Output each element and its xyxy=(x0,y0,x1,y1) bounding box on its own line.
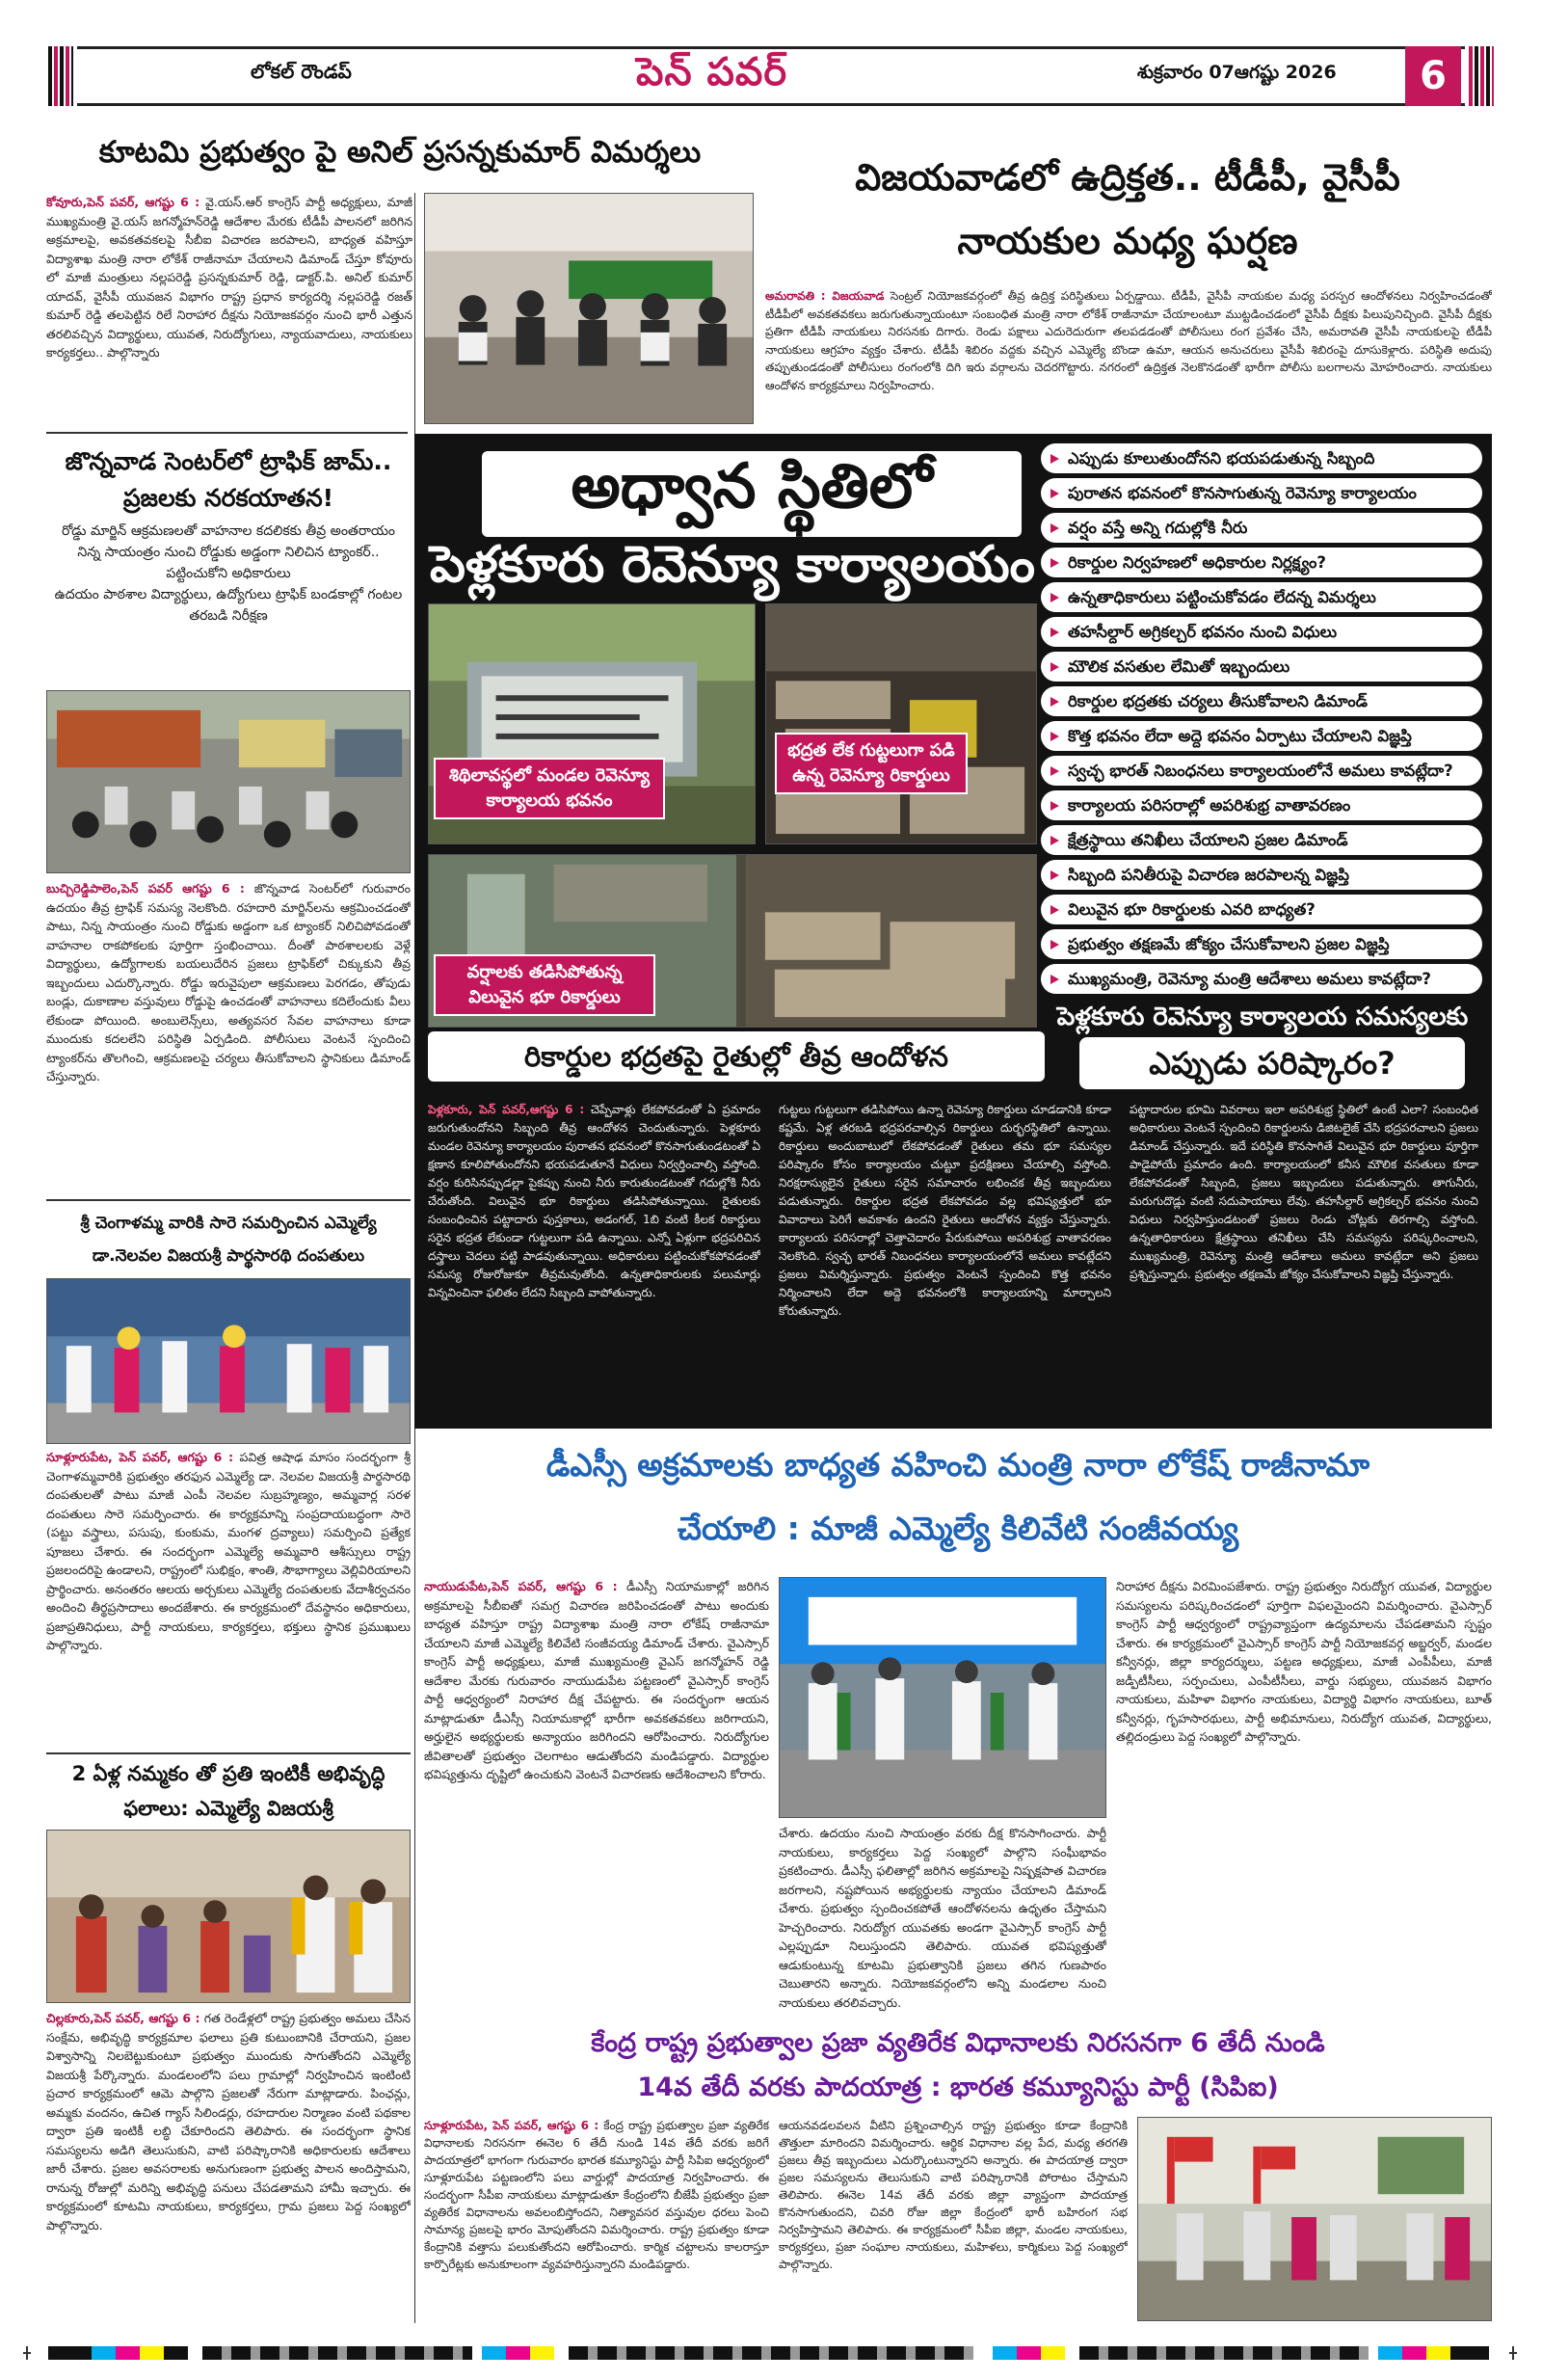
dateline: సూళ్లూరుపేట, పెన్ పవర్, ఆగష్టు 6 : xyxy=(46,1450,234,1464)
article-body: వై.యస్.ఆర్ కాంగ్రెస్ పార్టీ అధ్యక్షులు, మాజీ ముఖ్యమంత్రి వై.యస్ జగన్మోహన్‌రెడ్డి ఆదేశాల మేరకు టీడీపీ పాలనలో జరిగిన అక్రమాలపై, అవకతవకలపై సీబీఐ విచారణ జరపాలని, బాధ్యత వహిస్తూ విద్యాశాఖ మంత్రి నారా లోకేశ్ రాజీనామా చేయాలని డిమాండ్ చేస్తూ కోవూరు లో మాజీ మంత్రులు నల్లపరెడ్డి ప్రసన్నకుమార్ రెడ్డి, డాక్టర్.పి. అనిల్ కుమార్ యాదవ్, వైసీపీ యువజన విభాగం రాష్ట్ర ప్రధాన కార్యదర్శి నల్లపరెడ్డి రజత్ కుమార్ రెడ్డి తలపెట్టిన రిలే నిరాహార దీక్షను నియోజకవర్గం నుంచి భారీ ఎత్తున తరలివచ్చిన విద్యార్థులు, యువత, నిరుద్యోగులు, న్యాయవాదులు, నాయకులు కార్యకర్తలు.. పాల్గొన్నారు xyxy=(46,195,412,360)
feature-column-3: పట్టాదారుల భూమి వివరాలు ఇలా అపరిశుభ్ర స్థితిలో ఉంటే ఎలా? సంబంధిత అధికారులు వెంటనే స్పందించి రికార్డులను డిజిటలైజ్ చేసి భద్రపరచాలని ప్రజలు డిమాండ్ చేస్తున్నారు. ఇదే పరిస్థితి కొనసాగితే విలువైన భూ రికార్డులు పూర్తిగా పాడైపోయే ప్రమాదం ఉంది. కార్యాలయంలో కనీస మౌలిక వసతులు కూడా లేకపోవడంతో సిబ్బంది, ప్రజలు ఇబ్బందులు పడుతున్నారు. తాగునీరు, మరుగుదొడ్లు వంటి సదుపాయాలు లేవు. తహసీల్దార్ అగ్రికల్చర్ భవనం నుంచి విధులు నిర్వహిస్తుండటంతో ప్రజలు రెండు చోట్లకు తిరగాల్సి వస్తోంది. ఉన్నతాధికారులు క్షేత్రస్థాయి తనిఖీలు చేసి సమస్యను పరిష్కరించాలని, ముఖ్యమంత్రి, రెవెన్యూ మంత్రి ఆదేశాలు అమలు కావట్లేదా అని ప్రజలు ప్రశ్నిస్తున్నారు. ప్రభుత్వం తక్షణమే జోక్యం చేసుకోవాలని విజ్ఞప్తి చేస్తున్నారు. xyxy=(1130,1103,1478,1281)
article-vijayasri xyxy=(46,2009,411,2325)
registration-swatch xyxy=(116,2346,140,2360)
feature-column-2: గుట్టలు గుట్టలుగా తడిసిపోయి ఉన్నా రెవెన్యూ రికార్డులు చూడడానికి కూడా కష్టమే. ఏళ్ల తరబడి భద్రపరచాల్సిన రికార్డులు దుర్భరస్థితిలో ఉన్నాయి. రికార్డులు అందుబాటులో లేకపోవడంతో రైతులు తమ భూ సమస్యల పరిష్కారం కోసం కార్యాలయం చుట్టూ ప్రదక్షిణలు చేయాల్సి వస్తోంది. నిరక్షరాస్యులైన రైతులు సరైన సమాచారం లభించక తీవ్ర ఇబ్బందులు పడుతున్నారు. రికార్డుల భద్రత లేకపోవడం వల్ల భవిష్యత్తులో భూ వివాదాలు పెరిగే అవకాశం ఉందని రైతులు ఆందోళన వ్యక్తం చేస్తున్నారు. కార్యాలయ పరిసరాల్లో చెత్తాచెదారం పేరుకుపోయి అపరిశుభ్ర వాతావరణం నెలకొంది. స్వచ్ఛ భారత్ నిబంధనలు కార్యాలయంలోనే అమలు కావట్లేదని ప్రజలు విమర్శిస్తున్నారు. ప్రభుత్వం వెంటనే స్పందించి కొత్త భవనం నిర్మించాలని లేదా అద్దె భవనంలోకి కార్యాలయాన్ని మార్చాలని కోరుతున్నారు. xyxy=(779,1103,1111,1318)
headline-vijayawada-line2: నాయకుల మధ్య ఘర్షణ xyxy=(957,220,1298,262)
registration-swatch xyxy=(506,2346,530,2360)
callout-building: శిథిలావస్థలో మండల రెవెన్యూ కార్యాలయ భవనం xyxy=(434,758,665,819)
registration-swatch xyxy=(1426,2346,1450,2360)
article-chengalamma xyxy=(46,1448,411,1749)
section-label: లోకల్ రౌండప్ xyxy=(251,60,352,83)
issue-date: శుక్రవారం 07ఆగష్టు 2026 xyxy=(1137,62,1337,83)
photo-ysrcp-protest-image xyxy=(780,1578,1105,1817)
photo-records-heap-image xyxy=(766,604,1036,843)
photo-cpi-padayatra xyxy=(1137,2117,1492,2321)
photo-campaign-image xyxy=(47,1831,410,2002)
headline-vijayawada-line1: విజయవాడలో ఉద్రిక్తత.. టీడీపీ, వైసీపీ xyxy=(855,156,1400,199)
registration-bar-left xyxy=(48,46,73,106)
crosshair-mark xyxy=(26,2346,28,2360)
feature-point: ప్రభుత్వం తక్షణమే జోక్యం చేసుకోవాలని ప్రజల విజ్ఞప్తి xyxy=(1041,929,1482,959)
article-dsc-col2: చేశారు. ఉదయం నుంచి సాయంత్రం వరకు దీక్ష కొనసాగించారు. పార్టీ నాయకులు, కార్యకర్తలు పెద్ద సంఖ్యలో పాల్గొని సంఘీభావం ప్రకటించారు. డీఎస్సీ ఫలితాల్లో జరిగిన అక్రమాలపై నిష్పక్షపాత విచారణ జరగాలని, నష్టపోయిన అభ్యర్థులకు న్యాయం చేయాలని డిమాండ్ చేశారు. ప్రభుత్వం స్పందించకపోతే ఆందోళనలను ఉధృతం చేస్తామని హెచ్చరించారు. నిరుద్యోగ యువతకు అండగా వైఎస్సార్ కాంగ్రెస్ పార్టీ ఎల్లప్పుడూ నిలుస్తుందని తెలిపారు. యువత భవిష్యత్తుతో ఆడుకుంటున్న కూటమి ప్రభుత్వానికి ప్రజలు తగిన గుణపాఠం చెబుతారని అన్నారు. నియోజకవర్గంలోని అన్ని మండలాల నుంచి నాయకులు తరలివచ్చారు. xyxy=(779,1826,1106,2010)
article-body: డీఎస్సీ నియామకాల్లో జరిగిన అక్రమాలపై సీబీఐతో సమగ్ర విచారణ జరిపించడంతో పాటు అందుకు బాధ్యత వహిస్తూ రాష్ట్ర విద్యాశాఖ మంత్రి నారా లోకేష్ రాజీనామా చేయాలని మాజీ ఎమ్మెల్యే కిలివేటి సంజీవయ్య డిమాండ్ చేశారు. వైఎస్సార్ కాంగ్రెస్ పార్టీ అధ్యక్షులు, మాజీ ముఖ్యమంత్రి వైఎస్ జగన్మోహన్ రెడ్డి ఆదేశాల మేరకు గురువారం నాయుడుపేట పట్టణంలో వైఎస్సార్ కాంగ్రెస్ పార్టీ ఆధ్వర్యంలో నిరాహార దీక్ష చేపట్టారు. ఈ సందర్భంగా ఆయన మాట్లాడుతూ డీఎస్సీ నియామకాల్లో భారీగా అవకతవకలు జరిగాయని, అర్హులైన అభ్యర్థులకు అన్యాయం జరిగిందని ఆరోపించారు. నిరుద్యోగుల జీవితాలతో ప్రభుత్వం చెలగాటం ఆడుతోందని మండిపడ్డారు. విద్యార్థుల భవిష్యత్తును దృష్టిలో ఉంచుకుని వెంటనే విచారణకు ఆదేశించాలని కోరారు. xyxy=(424,1579,769,1781)
registration-bar-right xyxy=(1469,46,1494,106)
feature-point: ఎప్పుడు కూలుతుందోనని భయపడుతున్న సిబ్బంది xyxy=(1041,443,1482,473)
dateline: నాయుడుపేట,పెన్ పవర్, ఆగష్టు 6 : xyxy=(424,1579,618,1593)
headline-vijayasri: 2 ఏళ్ల నమ్మకం తో ప్రతి ఇంటికీ అభివృద్ధి ఫలాలు: ఎమ్మెల్యే విజయశ్రీ xyxy=(71,1762,386,1820)
photo-campaign xyxy=(46,1830,411,2003)
feature-bottom-banner: రికార్డుల భద్రతపై రైతుల్లో తీవ్ర ఆందోళన xyxy=(428,1031,1045,1082)
photo-traffic-jam-image xyxy=(47,691,410,872)
photo-hunger-strike-image xyxy=(425,194,753,423)
registration-strip xyxy=(202,2346,472,2360)
headline-jonnawada: జొన్నవాడ సెంటర్‌లో ట్రాఫిక్ జామ్.. ప్రజలకు నరకయాతన! xyxy=(65,447,392,512)
article-dsc-col3: నిరాహార దీక్షను విరమింపజేశారు. రాష్ట్ర ప్రభుత్వం నిరుద్యోగ యువత, విద్యార్థుల సమస్యలను పరిష్కరించడంలో పూర్తిగా విఫలమైందని విమర్శించారు. వైఎస్సార్ కాంగ్రెస్ పార్టీ ఆధ్వర్యంలో రాష్ట్రవ్యాప్తంగా ఉద్యమాలను చేపడతామని స్పష్టం చేశారు. ఈ కార్యక్రమంలో వైఎస్సార్ కాంగ్రెస్ పార్టీ నియోజకవర్గ అబ్జర్వర్, మండల కన్వీనర్లు, జిల్లా కార్యదర్శులు, పట్టణ అధ్యక్షులు, మాజీ ఎంపీపీలు, మాజీ జడ్పీటీసీలు, సర్పంచులు, ఎంపీటీసీలు, వార్డు సభ్యులు, యువజన విభాగం నాయకులు, మహిళా విభాగం నాయకులు, విద్యార్థి విభాగం నాయకులు, బూత్ కన్వీనర్లు, గృహసారథులు, పార్టీ అభిమానులు, నిరుద్యోగ యువత, విద్యార్థులు, తల్లిదండ్రులు పెద్ద సంఖ్యలో పాల్గొన్నారు. xyxy=(1116,1579,1492,1744)
article-body: గత రెండేళ్లలో రాష్ట్ర ప్రభుత్వం అమలు చేసిన సంక్షేమ, అభివృద్ధి కార్యక్రమాల ఫలాలు ప్రతి కుటుంబానికి చేరాయని, ప్రజల విశ్వాసాన్ని నిలబెట్టుకుంటూ ప్రభుత్వం ముందుకు సాగుతోందని ఎమ్మెల్యే విజయశ్రీ పేర్కొన్నారు. మండలంలోని పలు గ్రామాల్లో నిర్వహించిన ఇంటింటి ప్రచార కార్యక్రమంలో ఆమె పాల్గొని ప్రజలతో నేరుగా మాట్లాడారు. పింఛన్లు, అమ్మకు వందనం, ఉచిత గ్యాస్ సిలిండర్లు, రహదారుల నిర్మాణం వంటి పథకాల ద్వారా ప్రతి ఇంటికీ లబ్ధి చేకూరిందని తెలిపారు. ఈ సందర్భంగా స్థానిక సమస్యలను అడిగి తెలుసుకుని, వాటి పరిష్కారానికి అధికారులకు ఆదేశాలు జారీ చేశారు. ప్రజల అవసరాలకు అనుగుణంగా ప్రభుత్వ పాలన అందిస్తామని, రానున్న రోజుల్లో మరిన్ని అభివృద్ధి పనులు చేపడతామని హామీ ఇచ్చారు. ఈ కార్యక్రమంలో కూటమి నాయకులు, కార్యకర్తలు, గ్రామ ప్రజలు పెద్ద సంఖ్యలో పాల్గొన్నారు. xyxy=(46,2011,411,2233)
article-body: పవిత్ర ఆషాఢ మాసం సందర్భంగా శ్రీ చెంగాళమ్మవారికి ప్రభుత్వం తరఫున ఎమ్మెల్యే డా. నెలవల విజయశ్రీ పార్థసారథి దంపతులతో పాటు మాజీ ఎంపీ నెలవల సుబ్రహ్మణ్యం, అమ్మవార్ల సరళ దంపతులు సారె సమర్పించారు. ఈ కార్యక్రమాన్ని సంప్రదాయబద్ధంగా సారె (పట్టు వస్త్రాలు, పసుపు, కుంకుమ, మంగళ ద్రవ్యాలు) సమర్పించి ప్రత్యేక పూజలు చేశారు. ఈ సందర్భంగా ఎమ్మెల్యే అమ్మవారి ఆశీస్సులు రాష్ట్ర ప్రజలందరిపై ఉండాలని, రాష్ట్రంలో సుభిక్షం, శాంతి, సౌభాగ్యాలు వెల్లివిరియాలని ప్రార్థించారు. అనంతరం ఆలయ అర్చకులు ఎమ్మెల్యే దంపతులకు వేదాశీర్వచనం అందించి తీర్థప్రసాదాలు అందజేశారు. ఈ కార్యక్రమంలో దేవస్థానం అధికారులు, ప్రజాప్రతినిధులు, పార్టీ నాయకులు, కార్యకర్తలు, భక్తులు స్థానిక ప్రముఖులు పాల్గొన్నారు. xyxy=(46,1450,411,1652)
article-body: సెంట్రల్ నియోజకవర్గంలో తీవ్ర ఉద్రిక్త పరిస్థితులు ఏర్పడ్డాయి. టీడీపీ, వైసీపీ నాయకుల మధ్య పరస్పర ఆందోళనలు నిర్వహించడంతో టీడీపీలో అవకతవకలు జరుగుతున్నాయంటూ సంబంధిత మంత్రి నారా లోకేశ్ రాజీనామా చేయాలంటూ ముట్టడించడంలో వైసీపీ దీక్షకు పిలుపునిచ్చింది. వైసీపీ దీక్షకు ప్రతిగా టీడీపీ నాయకులు నిరసనకు దిగారు. రెండు పక్షాలు ఎదురెదురుగా తలపడడంతో పోలీసులు రంగ ప్రవేశం చేసి, అమరావతి వైసీపీ నాయకులపై టీడీపీ నాయకులు ఆగ్రహం వ్యక్తం చేశారు. టీడీపీ శిబిరం వద్దకు వచ్చిన ఎమ్మెల్యే బొండా ఉమా, ఆయన అనుచరులు వైసీపీ శిబిరంపై దూసుకెళ్లారు. పరిస్థితి అదుపు తప్పుతుండడంతో పోలీసులు రంగంలోకి దిగి ఇరు వర్గాలను చెదరగొట్టారు. నగరంలో ఉద్రిక్తత నెలకొనడంతో భారీగా పోలీసు బలగాలను మోహరించారు. నాయకులు ఆందోళన కార్యక్రమాలు నిర్వహించారు. xyxy=(765,289,1492,392)
article-body: చెప్పేవాళ్లు లేకపోవడంతో ఏ ప్రమాదం జరుగుతుందోనని సిబ్బంది తీవ్ర ఆందోళన చెందుతున్నారు. పెళ్లకూరు మండల రెవెన్యూ కార్యాలయం పురాతన భవనంలో కొనసాగుతుండటంతో ఏ క్షణాన కూలిపోతుందోనని భయపడుతూనే విధులు నిర్వర్తించాల్సి వస్తోంది. వర్షం కురిసినప్పుడల్లా పైకప్పు నుంచి నీరు కారుతుండటంతో గదుల్లోకి నీరు చేరుతోంది. విలువైన భూ రికార్డులు తడిసిపోతున్నాయి. రైతులకు సంబంధించిన పట్టాదారు పుస్తకాలు, అడంగల్, 1బి వంటి కీలక రికార్డులు సరైన భద్రత లేకుండా గుట్టలుగా పడి ఉన్నాయి. ఎన్నో ఏళ్లుగా భద్రపరిచిన దస్త్రాలు చెదలు పట్టి పాడవుతున్నాయి. అధికారులు పట్టించుకోకపోవడంతో సమస్య రోజురోజుకూ తీవ్రమవుతోంది. ఉన్నతాధికారులకు పలుమార్లు విన్నవించినా ఫలితం లేదని సిబ్బంది వాపోతున్నారు. xyxy=(428,1103,760,1299)
divider xyxy=(46,432,408,434)
headline-dsc-line1: డీఎస్సీ అక్రమాలకు బాధ్యత వహించి మంత్రి నారా లోకేష్ రాజీనామా xyxy=(545,1446,1370,1484)
crosshair-mark xyxy=(1512,2346,1514,2360)
callout-rain: వర్షాలకు తడిసిపోతున్న విలువైన భూ రికార్డులు xyxy=(434,954,655,1016)
registration-swatch xyxy=(530,2346,554,2360)
masthead-rule-top xyxy=(77,46,1465,49)
feature-point: సిబ్బంది పనితీరుపై విచారణ జరపాలన్న విజ్ఞప్తి xyxy=(1041,860,1482,890)
masthead xyxy=(48,46,1494,114)
registration-swatch xyxy=(92,2346,116,2360)
feature-point: క్షేత్రస్థాయి తనిఖీలు చేయాలని ప్రజల డిమాండ్ xyxy=(1041,825,1482,855)
feature-point: కార్యాలయ పరిసరాల్లో అపరిశుభ్ర వాతావరణం xyxy=(1041,790,1482,820)
registration-swatch xyxy=(1450,2346,1489,2360)
feature-point: ఉన్నతాధికారులు పట్టించుకోవడం లేదన్న విమర్శలు xyxy=(1041,582,1482,612)
registration-strip xyxy=(569,2346,973,2360)
headline-chengalamma: శ్రీ చెంగాళమ్మ వారికి సారె సమర్పించిన ఎమ్మెల్యే డా.నెలవల విజయశ్రీ పార్థసారథి దంపతులు xyxy=(80,1214,377,1266)
callout-records: భద్రత లేక గుట్టలుగా పడి ఉన్న రెవెన్యూ రికార్డులు xyxy=(775,733,968,794)
deck-line: నిన్న సాయంత్రం నుంచి రోడ్డుకు అడ్డంగా నిలిచిన ట్యాంకర్.. పట్టించుకోని అధికారులు xyxy=(77,545,380,581)
feature-point: రికార్డుల నిర్వహణలో అధికారుల నిర్లక్ష్యం? xyxy=(1041,548,1482,577)
article-dsc-col1 xyxy=(424,1577,769,2020)
feature-point: స్వచ్ఛ భారత్ నిబంధనలు కార్యాలయంలోనే అమలు కావట్లేదా? xyxy=(1041,756,1482,786)
feature-question-line1: పెళ్లకూరు రెవెన్యూ కార్యాలయ సమస్యలకు xyxy=(1056,1003,1469,1031)
registration-strip xyxy=(1079,2346,1369,2360)
photo-hunger-strike xyxy=(424,193,754,424)
registration-swatch xyxy=(1402,2346,1426,2360)
headline-cpi-line1: కేంద్ర రాష్ట్ర ప్రభుత్వాల ప్రజా వ్యతిరేక విధానాలకు నిరసనగా 6 తేదీ నుండి xyxy=(591,2028,1325,2058)
deck-line: ఉదయం పాఠశాల విద్యార్థులు, ఉద్యోగులు ట్రాఫిక్ బండకాల్లో గంటల తరబడి నిరీక్షణ xyxy=(54,587,403,624)
deck-line: రోడ్డు మార్జిన్ ఆక్రమణలతో వాహనాల కదలికకు తీవ్ర అంతరాయం xyxy=(61,523,396,539)
headline-anil: కూటమి ప్రభుత్వం పై అనిల్ ప్రసన్నకుమార్ విమర్శలు xyxy=(98,135,702,170)
photo-procession-image xyxy=(47,1279,410,1443)
article-anil xyxy=(46,193,412,434)
registration-swatch xyxy=(993,2346,1017,2360)
article-vijayawada xyxy=(765,287,1492,422)
article-body: కేంద్ర రాష్ట్ర ప్రభుత్వాల ప్రజా వ్యతిరేక విధానాలకు నిరసనగా ఈనెల 6 తేదీ నుండి 14వ తేదీ వరకు జరిగే పాదయాత్రలో భాగంగా గురువారం భారత కమ్యూనిస్టు పార్టీ సిపిఐ ఆధ్వర్యంలో సూళ్లూరుపేట పట్టణంలోని పలు వార్డుల్లో పాదయాత్ర నిర్వహించారు. ఈ సందర్భంగా సీపీఐ నాయకులు మాట్లాడుతూ కేంద్రంలోని బీజేపీ ప్రభుత్వం ప్రజా వ్యతిరేక విధానాలను అవలంబిస్తోందని, నిత్యావసర వస్తువుల ధరలు పెంచి సామాన్య ప్రజలపై భారం మోపుతోందని విమర్శించారు. రాష్ట్ర ప్రభుత్వం కూడా కేంద్రానికి వత్తాసు పలుకుతోందని ఆరోపించారు. కార్మిక చట్టాలను కాలరాస్తూ కార్పొరేట్లకు అనుకూలంగా వ్యవహరిస్తున్నారని మండిపడ్డారు. xyxy=(424,2119,769,2271)
divider xyxy=(46,1752,411,1754)
headline-dsc-line2: చేయాలి : మాజీ ఎమ్మెల్యే కిలివేటి సంజీవయ్య xyxy=(677,1510,1239,1547)
dateline: అమరావతి : విజయవాడ xyxy=(765,289,885,303)
feature-column-1 xyxy=(428,1101,760,1419)
photo-ysrcp-protest xyxy=(779,1577,1106,1818)
feature-point: పురాతన భవనంలో కొనసాగుతున్న రెవెన్యూ కార్యాలయం xyxy=(1041,478,1482,508)
registration-swatch xyxy=(164,2346,188,2360)
paper-name: పెన్ పవర్ xyxy=(636,50,788,94)
registration-swatch xyxy=(1017,2346,1041,2360)
feature-box-revenue-office xyxy=(414,434,1492,1429)
registration-swatch xyxy=(482,2346,506,2360)
article-cpi-col2: ఆయనవడలవలన వీటిని ప్రశ్నించాల్సిన రాష్ట్ర ప్రభుత్వం కూడా కేంద్రానికి తొత్తులా మారిందని విమర్శించారు. ఆర్థిక విధానాల వల్ల పేద, మధ్య తరగతి ప్రజలు తీవ్ర ఇబ్బందులు ఎదుర్కొంటున్నారని అన్నారు. ఈ పాదయాత్ర ద్వారా ప్రజల సమస్యలను తెలుసుకుని వాటి పరిష్కారానికి పోరాటం చేస్తామని తెలిపారు. ఈనెల 14వ తేదీ వరకు జిల్లా వ్యాప్తంగా పాదయాత్ర కొనసాగుతుందని, చివరి రోజు జిల్లా కేంద్రంలో భారీ బహిరంగ సభ నిర్వహిస్తామని తెలిపారు. ఈ కార్యక్రమంలో సీపీఐ జిల్లా, మండల నాయకులు, కార్యకర్తలు, ప్రజా సంఘాల నాయకులు, మహిళలు, కార్మికులు పెద్ద సంఖ్యలో పాల్గొన్నారు. xyxy=(779,2119,1128,2271)
article-body: జొన్నవాడ సెంటర్‌లో గురువారం ఉదయం తీవ్ర ట్రాఫిక్ సమస్య నెలకొంది. రహదారి మార్జిన్‌లను ఆక్రమించడంతో పాటు, నిన్న సాయంత్రం నుంచి రోడ్డుకు అడ్డంగా ఒక ట్యాంకర్ నిలిచిపోవడంతో వాహనాల రాకపోకలకు పూర్తిగా స్తంభించాయి. దీంతో పాఠశాలలకు వెళ్లే విద్యార్థులు, ఉద్యోగాలకు బయలుదేరిన ప్రజలు ట్రాఫిక్‌లో చిక్కుకుని తీవ్ర ఇబ్బందులు ఎదుర్కొన్నారు. రోడ్డు ఇరువైపులా ఆక్రమణలు పెరగడం, తోపుడు బండ్లు, దుకాణాల వస్తువులు రోడ్డుపై ఉంచడంతో వాహనాలు కదిలేందుకు వీలు లేకుండా పోయింది. అంబులెన్స్‌లు, అత్యవసర సేవల వాహనాలు కూడా ముందుకు కదలలేని పరిస్థితి ఏర్పడింది. పోలీసులు వెంటనే స్పందించి ట్యాంకర్‌ను తొలగించి, ఆక్రమణలపై చర్యలు తీసుకోవాలని స్థానికులు డిమాండ్ చేస్తున్నారు. xyxy=(46,881,411,1083)
feature-point: తహసీల్దార్ అగ్రికల్చర్ భవనం నుంచి విధులు xyxy=(1041,617,1482,647)
dateline: పెళ్లకూరు, పెన్ పవర్,ఆగష్టు 6 : xyxy=(428,1103,585,1116)
registration-swatch xyxy=(48,2346,92,2360)
dateline: బుచ్చిరెడ్డిపాలెం,పెన్ పవర్ ఆగష్టు 6 : xyxy=(46,881,245,896)
photo-traffic-jam xyxy=(46,690,411,873)
registration-swatch xyxy=(140,2346,164,2360)
dateline: కోవూరు,పెన్ పవర్, ఆగష్టు 6 : xyxy=(46,195,200,209)
page-number: 6 xyxy=(1405,46,1461,106)
article-cpi-col1 xyxy=(424,2117,769,2323)
registration-swatch xyxy=(1378,2346,1402,2360)
feature-point: ముఖ్యమంత్రి, రెవెన్యూ మంత్రి ఆదేశాలు అమలు కావట్లేదా? xyxy=(1041,964,1482,994)
feature-point: రికార్డుల భద్రతకు చర్యలు తీసుకోవాలని డిమాండ్ xyxy=(1041,686,1482,716)
article-jonnawada xyxy=(46,879,411,1195)
footer-registration-bar xyxy=(0,2339,1542,2367)
dateline: చిల్లకూరు,పెన్ పవర్, ఆగష్టు 6 : xyxy=(46,2011,200,2025)
feature-point: విలువైన భూ రికార్డులకు ఎవరి బాధ్యత? xyxy=(1041,895,1482,924)
feature-title-line1: అధ్వాన స్థితిలో xyxy=(482,451,1022,537)
divider xyxy=(46,1199,411,1201)
feature-point: వర్షం వస్తే అన్ని గదుల్లోకి నీరు xyxy=(1041,513,1482,543)
photo-cpi-padayatra-image xyxy=(1138,2118,1491,2320)
feature-question-line2: ఎప్పుడు పరిష్కారం? xyxy=(1079,1037,1465,1089)
deck-jonnawada xyxy=(46,521,411,627)
photo-records-heap xyxy=(765,603,1037,844)
registration-swatch xyxy=(1041,2346,1065,2360)
feature-point: కొత్త భవనం లేదా అద్దె భవనం ఏర్పాటు చేయాలని విజ్ఞప్తి xyxy=(1041,721,1482,751)
feature-title-line2: పెళ్లకూరు రెవెన్యూ కార్యాలయం xyxy=(429,536,1036,594)
photo-procession xyxy=(46,1278,411,1444)
headline-cpi-line2: 14వ తేదీ వరకు పాదయాత్ర : భారత కమ్యూనిస్టు పార్టీ (సిపిఐ) xyxy=(637,2072,1279,2102)
feature-point: మౌలిక వసతుల లేమితో ఇబ్బందులు xyxy=(1041,652,1482,682)
dateline: సూళ్లూరుపేట, పెన్ పవర్, ఆగష్టు 6 : xyxy=(424,2119,599,2132)
